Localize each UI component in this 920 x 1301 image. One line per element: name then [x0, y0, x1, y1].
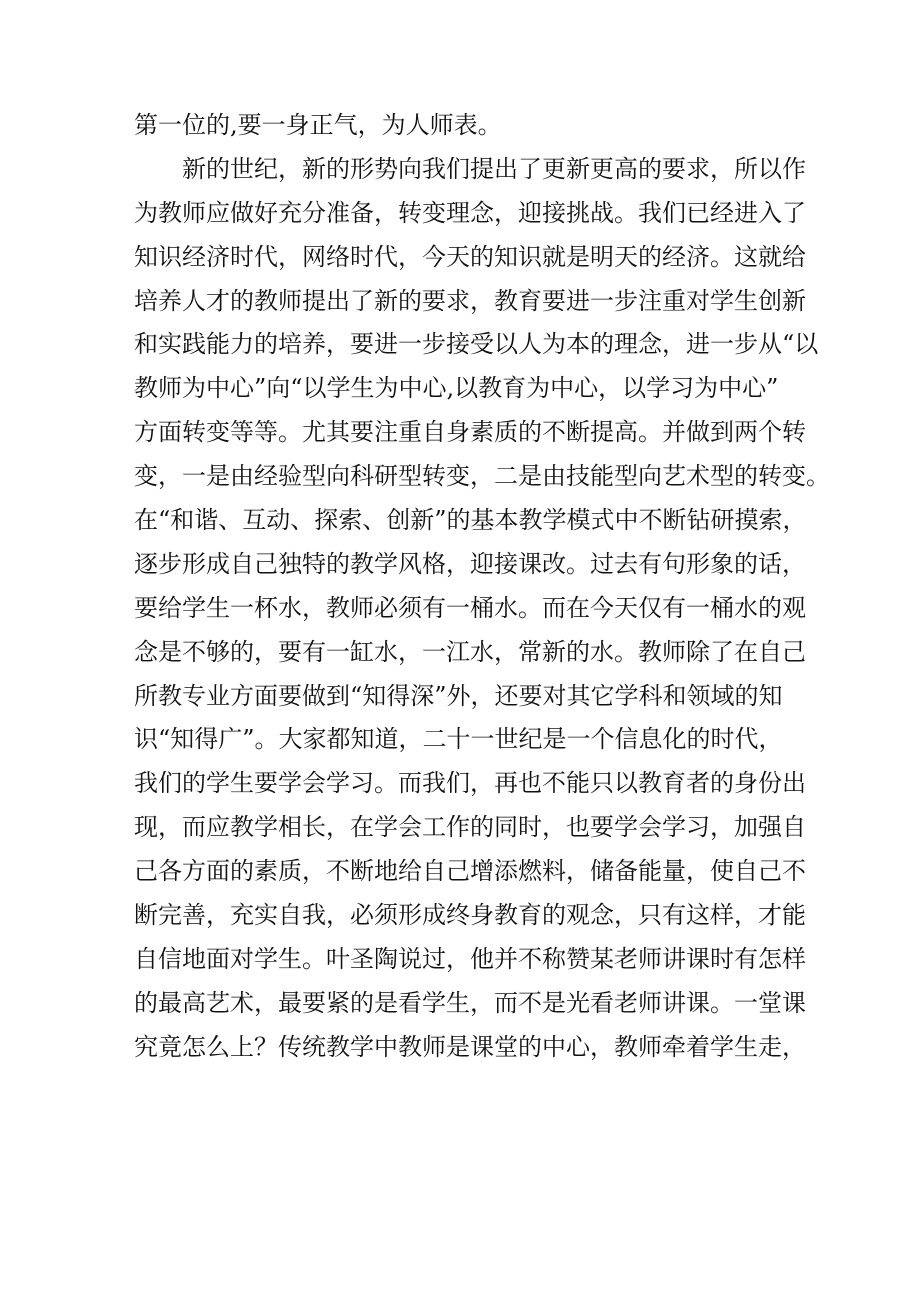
text-line: 我们的学生要学会学习。而我们，再也不能只以教育者的身份出: [134, 769, 806, 798]
text-line: 所教专业方面要做到“知得深”外，还要对其它学科和领域的知: [134, 681, 783, 710]
text-line: 己各方面的素质，不断地给自己增添燃料，储备能量，使自己不: [134, 857, 806, 886]
text-line: 变，一是由经验型向科研型转变，二是由技能型向艺术型的转变。: [134, 462, 830, 491]
text-line: 念是不够的，要有一缸水，一江水，常新的水。教师除了在自己: [134, 637, 806, 666]
text-line: 在“和谐、互动、探索、创新”的基本教学模式中不断钻研摸索，: [134, 506, 807, 535]
body-text: [134, 104, 834, 1070]
text-line: 究竟怎么上？传统教学中教师是课堂的中心，教师牵着学生走，: [134, 1032, 806, 1061]
text-line: 现，而应教学相长，在学会工作的同时，也要学会学习，加强自: [134, 813, 806, 842]
text-line: 断完善，充实自我，必须形成终身教育的观念，只有这样，才能: [134, 901, 806, 930]
text-line: 第一位的,要一身正气，为人师表。: [134, 111, 502, 139]
text-line: 逐步形成自己独特的教学风格，迎接课改。过去有句形象的话，: [134, 549, 806, 578]
text-line: 要给学生一杯水，教师必须有一桶水。而在今天仅有一桶水的观: [134, 593, 806, 622]
text-line: 为教师应做好充分准备，转变理念，迎接挑战。我们已经进入了: [134, 198, 806, 227]
paragraph-first-line: 新的世纪，新的形势向我们提出了更新更高的要求，所以作: [182, 154, 806, 183]
text-line: 知识经济时代，网络时代，今天的知识就是明天的经济。这就给: [134, 242, 806, 271]
text-line: 教师为中心”向“以学生为中心,以教育为中心，以学习为中心”: [134, 374, 779, 403]
text-line: 方面转变等等。尤其要注重自身素质的不断提高。并做到两个转: [134, 418, 806, 447]
text-line: 自信地面对学生。叶圣陶说过，他并不称赞某老师讲课时有怎样: [134, 944, 806, 973]
text-line: 的最高艺术，最要紧的是看学生，而不是光看老师讲课。一堂课: [134, 988, 806, 1017]
text-line: 和实践能力的培养，要进一步接受以人为本的理念，进一步从“以: [134, 330, 819, 359]
text-line: 培养人才的教师提出了新的要求，教育要进一步注重对学生创新: [134, 286, 806, 315]
text-line: 识“知得广”。大家都知道，二十一世纪是一个信息化的时代，: [134, 725, 783, 754]
